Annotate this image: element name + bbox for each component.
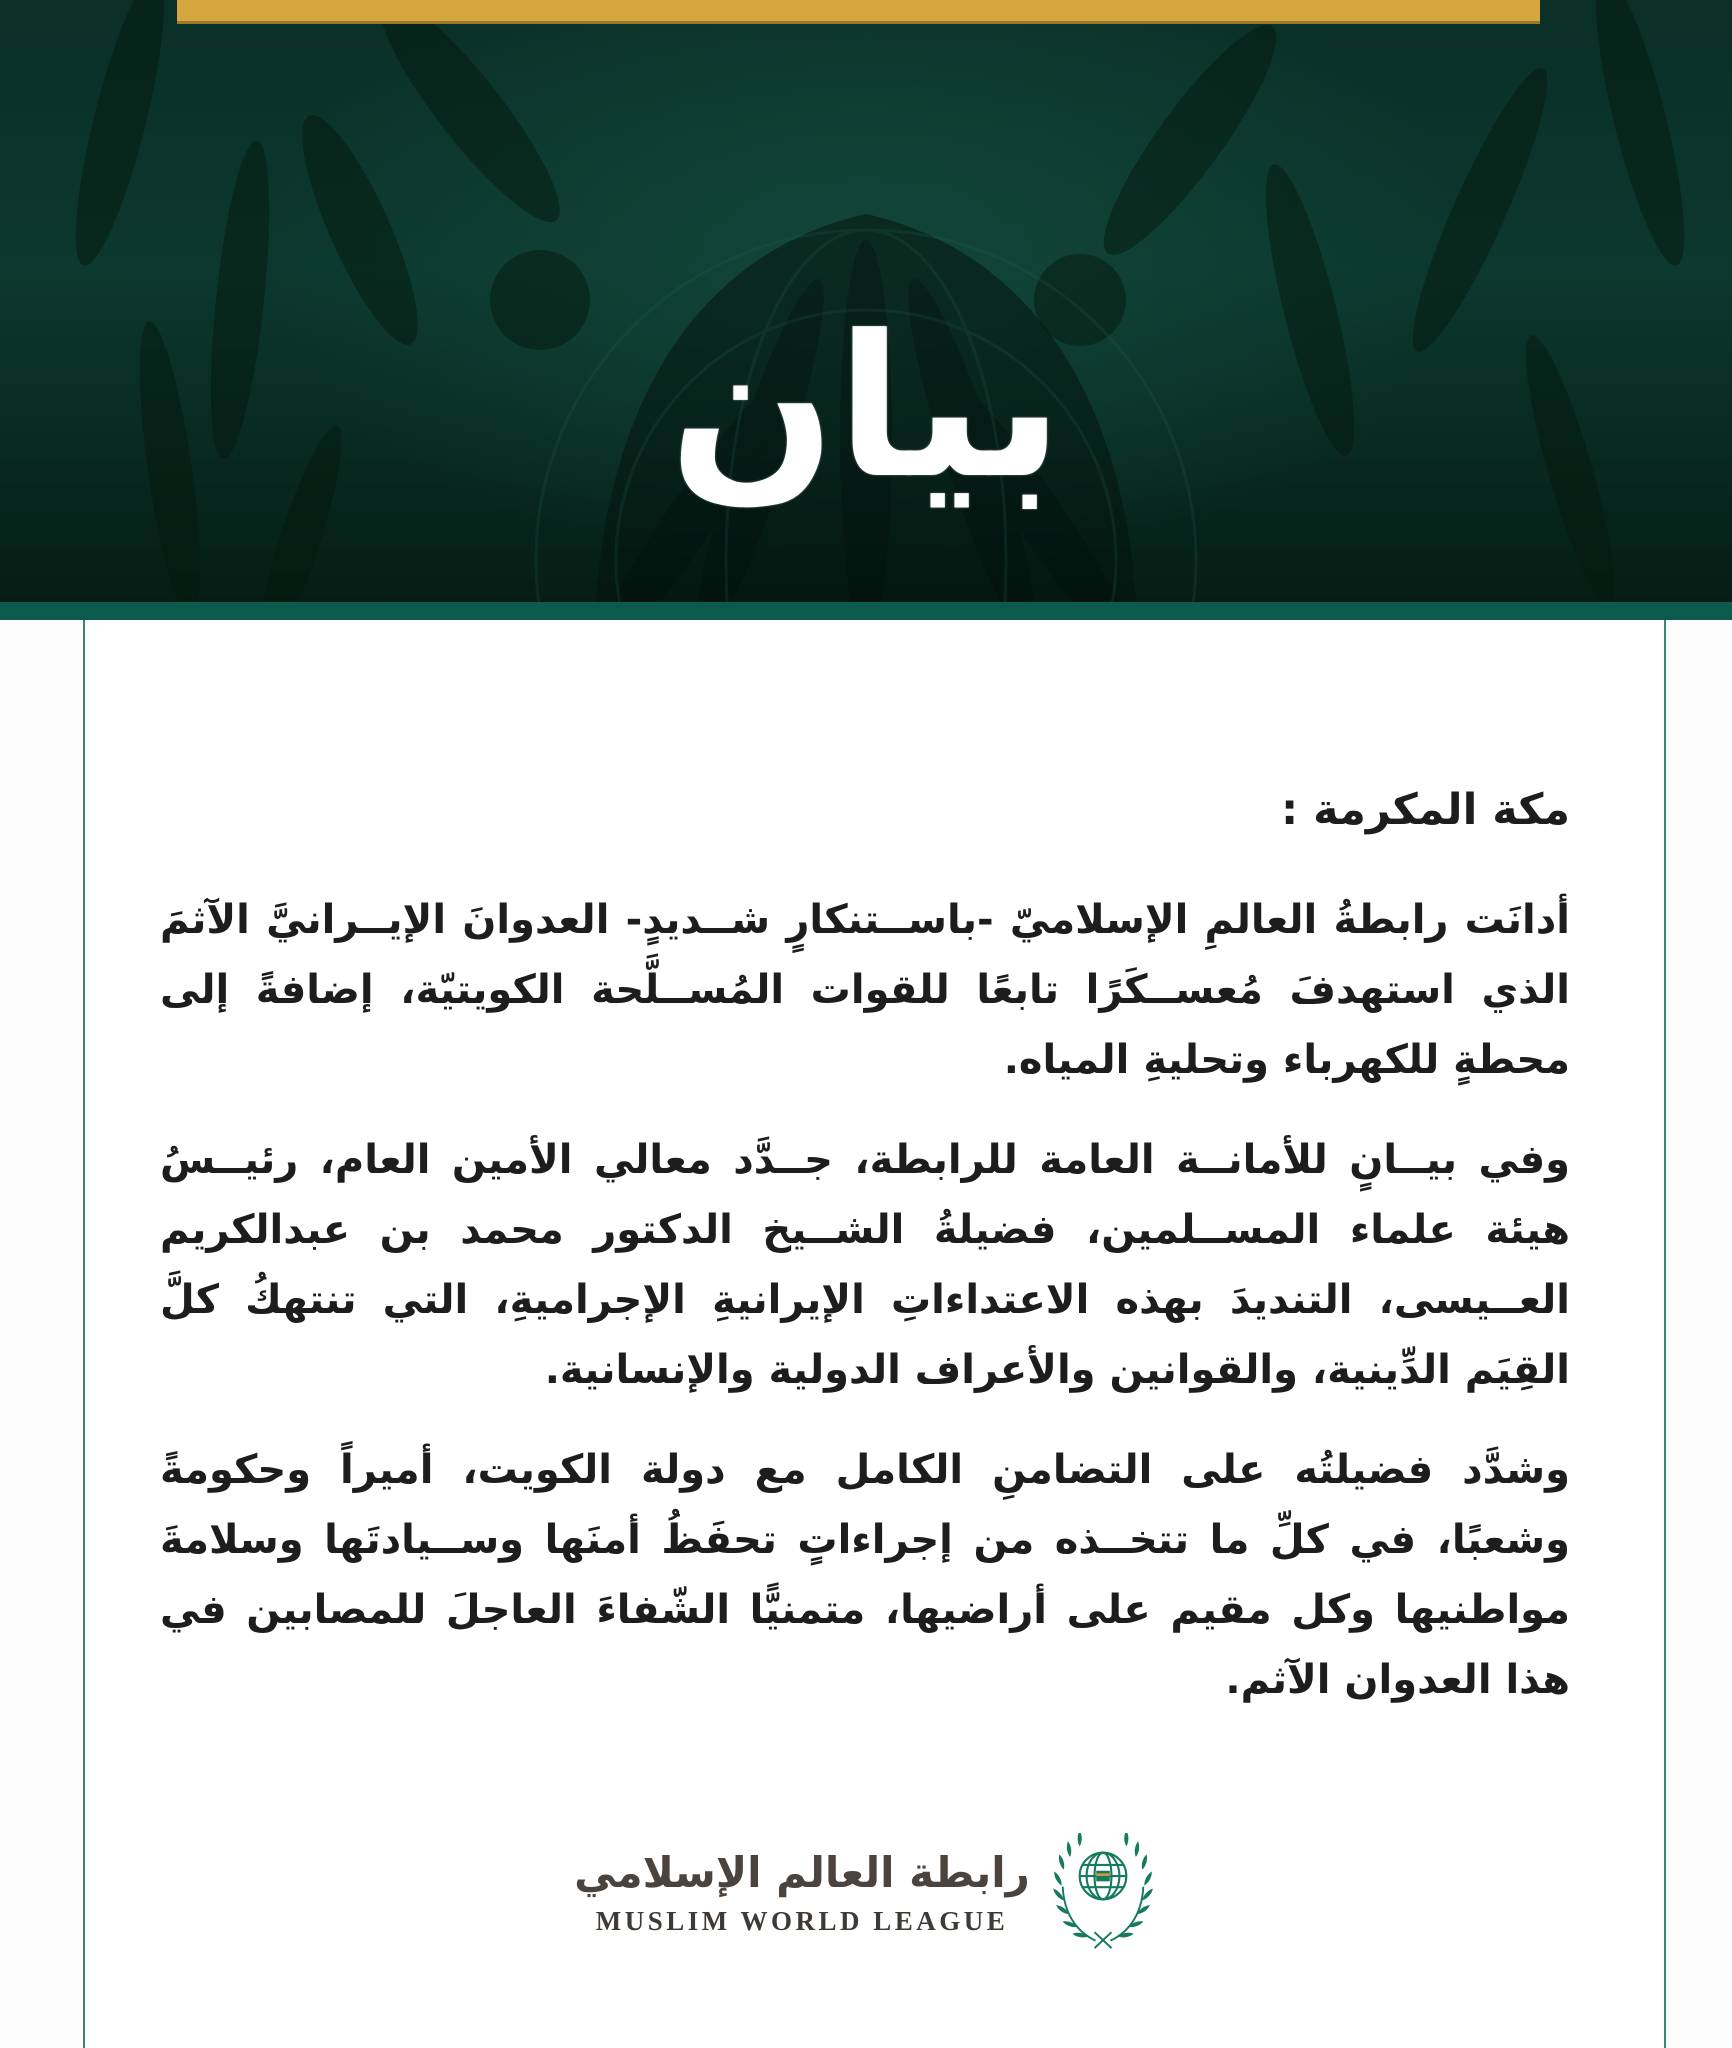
mwl-logo-text [574,1848,1030,1937]
statement-card [83,620,1666,2048]
dateline: مكة المكرمة : [1280,785,1570,835]
kaaba-icon [1096,1870,1110,1881]
mwl-arabic-name: رابطة العالم الإسلامي [574,1847,1030,1897]
statement-paragraph: أدانَت رابطةُ العالمِ الإسلاميّ -باســتنكارٍ شــديدٍ- العدوانَ الإيــرانيَّ الآثمَ الذي استهدفَ مُعســكَرًا تابعًا للقوات المُســلَّحة الكويتيّة، إضافةً إلى محطةٍ للكهرباء وتحليةِ المياه. [160,896,1570,1083]
mwl-english-name: MUSLIM WORLD LEAGUE [595,1906,1009,1937]
gold-top-bar [177,0,1540,24]
header-banner [0,0,1732,602]
mwl-emblem-icon [1050,1833,1156,1953]
statement-content [85,778,1664,1953]
header-accent-band [0,602,1732,620]
statement-body [160,885,1570,1715]
mwl-logo [160,1833,1570,1953]
statement-paragraph: وشدَّد فضيلتُه على التضامنِ الكامل مع دولة الكويت، أميراً وحكومةً وشعبًا، في كلِّ ما تتخــذه من إجراءاتٍ تحفَظُ أمنَها وســيادتَها وسلامةَ مواطنيها وكل مقيم على أراضيها، متمنيًّا الشّفاءَ العاجلَ للمصابين في هذا العدوان الآثم. [160,1446,1570,1703]
statement-calligraphy-title: بيان [668,294,1064,522]
statement-paragraph: وفي بيــانٍ للأمانــة العامة للرابطة، جــدَّد معالي الأمين العام، رئيــسُ هيئة علماء المســلمين، فضيلةُ الشــيخ الدكتور محمد بن عبدالكريم العــيسى، التنديدَ بهذه الاعتداءاتِ الإيرانيةِ الإجراميةِ، التي تنتهكُ كلَّ القِيَم الدِّينية، والقوانين والأعراف الدولية والإنسانية. [160,1136,1570,1393]
